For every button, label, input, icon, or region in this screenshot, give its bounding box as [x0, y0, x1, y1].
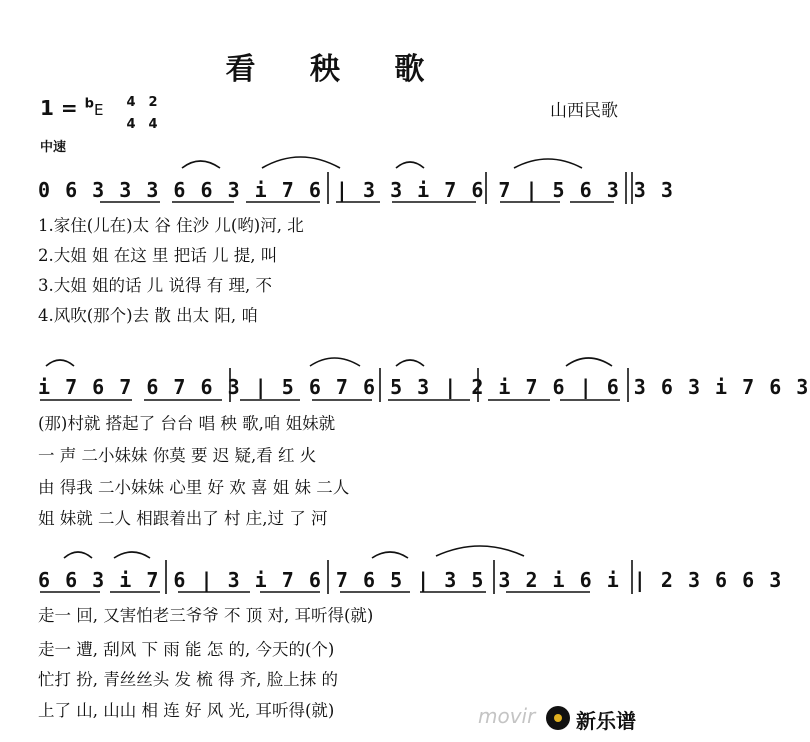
lyric-line: 2.大姐 姐 在这 里 把话 儿 提, 叫: [38, 246, 278, 265]
lyric-line: 走一 遭, 刮风 下 雨 能 怎 的, 今天的(个): [38, 640, 335, 659]
lyric-line: 上了 山, 山山 相 连 好 风 光, 耳听得(就): [38, 701, 335, 720]
song-title: 看 秧 歌: [225, 52, 447, 87]
lyric-line: 3.大姐 姐的话 儿 说得 有 理, 不: [38, 276, 272, 295]
meter-denominator-1: 4: [126, 117, 136, 132]
brand-logo-text: 新乐谱: [576, 709, 636, 733]
lyric-line: (那)村就 搭起了 台台 唱 秧 歌,咱 姐妹就: [38, 414, 336, 433]
key-equals: =: [60, 96, 78, 120]
tie: [46, 360, 74, 366]
tie: [114, 552, 150, 558]
watermark-text: movir: [478, 704, 536, 728]
meter-numerator-2: 2: [148, 95, 158, 110]
tie: [514, 159, 582, 168]
notation-line-3: 6 6 3 i 7 6 | 3 i 7 6 7 6 5 | 3 5 3 2 i 6 i | 2 3 6 6 3: [38, 568, 783, 592]
disc-center-icon: [554, 714, 562, 722]
tie: [262, 157, 340, 168]
meter-numerator-1: 4: [126, 95, 136, 110]
tie: [436, 546, 524, 556]
notation-line-1: 0 6 3 3 3 6 6 3 i 7 6 | 3 3 i 7 6 7 | 5 6 3 3 3: [38, 178, 675, 202]
flat-sign: b: [84, 96, 94, 112]
lyric-line: 1.家住(儿在)太 谷 住沙 儿(哟)河, 北: [38, 216, 304, 235]
tie: [64, 552, 92, 558]
notation-line-2: i 7 6 7 6 7 6 3 | 5 6 7 6 5 3 | 2 i 7 6 | 6 3 6 3 i 7 6 3: [38, 375, 810, 399]
brand-disc-icon: [546, 706, 570, 730]
tie: [182, 161, 220, 168]
tie: [372, 552, 408, 558]
lyric-line: 姐 妹就 二人 相跟着出了 村 庄,过 了 河: [38, 509, 328, 528]
meter-denominator-2: 4: [148, 117, 158, 132]
tie: [396, 360, 424, 366]
tie: [566, 358, 612, 366]
lyric-line: 忙打 扮, 青丝丝头 发 梳 得 齐, 脸上抹 的: [38, 670, 338, 689]
tie: [310, 358, 360, 366]
tempo-marking: 中速: [40, 140, 67, 155]
lyric-line: 由 得我 二小妹妹 心里 好 欢 喜 姐 妹 二人: [38, 478, 350, 497]
tie: [396, 162, 424, 168]
lyric-line: 4.风吹(那个)去 散 出太 阳, 咱: [38, 306, 258, 325]
key-note: E: [93, 101, 104, 119]
song-origin: 山西民歌: [550, 101, 618, 121]
key-one: 1: [40, 96, 54, 120]
lyric-line: 一 声 二小妹妹 你莫 要 迟 疑,看 红 火: [38, 446, 317, 465]
lyric-line: 走一 回, 又害怕老三爷爷 不 顶 对, 耳听得(就): [38, 606, 374, 625]
